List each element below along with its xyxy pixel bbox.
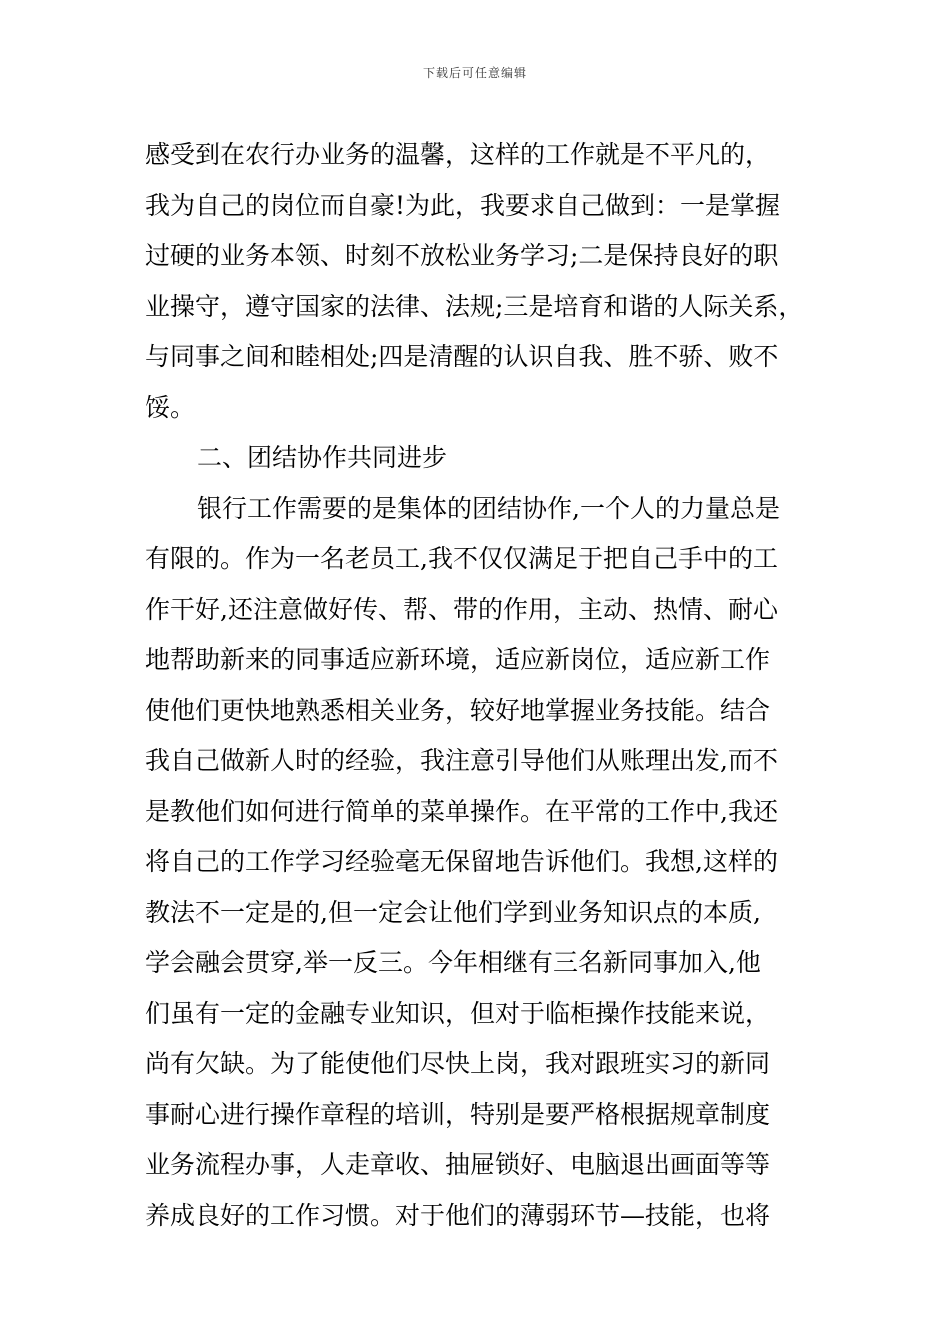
- text-line: 馁。: [145, 392, 196, 422]
- text-line: 将自己的工作学习经验毫无保留地告诉他们。我想,这样的: [145, 847, 778, 876]
- text-line: 使他们更快地熟悉相关业务，较好地掌握业务技能。结合: [145, 695, 771, 725]
- text-line: 业操守，遵守国家的法律、法规;三是培育和谐的人际关系，: [145, 291, 804, 321]
- text-line: 养成良好的工作习惯。对于他们的薄弱环节—技能，也将: [145, 1200, 771, 1230]
- text-line: 感受到在农行办业务的温馨，这样的工作就是不平凡的，: [145, 140, 771, 169]
- text-line: 学会融会贯穿,举一反三。今年相继有三名新同事加入,他: [145, 948, 761, 977]
- text-line: 有限的。作为一名老员工,我不仅仅满足于把自己手中的工: [145, 544, 778, 573]
- text-line: 业务流程办事，人走章收、抽屉锁好、电脑退出画面等等: [145, 1150, 771, 1179]
- body-text: [145, 130, 825, 1241]
- text-line: 地帮助新来的同事适应新环境，适应新岗位，适应新工作: [145, 645, 771, 674]
- text-line: 我为自己的岗位而自豪!为此，我要求自己做到：一是掌握: [145, 190, 781, 220]
- text-line: 银行工作需要的是集体的团结协作,一个人的力量总是: [197, 493, 780, 523]
- text-line: 尚有欠缺。为了能使他们尽快上岗，我对跟班实习的新同: [145, 1049, 771, 1078]
- section-heading: 二、团结协作共同进步: [197, 443, 448, 472]
- header-note: 下载后可任意编辑: [422, 66, 527, 80]
- text-line: 我自己做新人时的经验，我注意引导他们从账理出发,而不: [145, 746, 778, 775]
- text-line: 与同事之间和睦相处;四是清醒的认识自我、胜不骄、败不: [145, 342, 779, 371]
- text-line: 们虽有一定的金融专业知识，但对于临柜操作技能来说，: [145, 998, 771, 1028]
- text-line: 教法不一定是的,但一定会让他们学到业务知识点的本质,: [145, 897, 761, 927]
- text-line: 是教他们如何进行简单的菜单操作。在平常的工作中,我还: [145, 796, 778, 826]
- text-line: 作干好,还注意做好传、帮、带的作用，主动、热情、耐心: [145, 594, 778, 624]
- text-line: 过硬的业务本领、时刻不放松业务学习;二是保持良好的职: [145, 241, 779, 270]
- text-line: 事耐心进行操作章程的培训，特别是要严格根据规章制度: [145, 1099, 771, 1129]
